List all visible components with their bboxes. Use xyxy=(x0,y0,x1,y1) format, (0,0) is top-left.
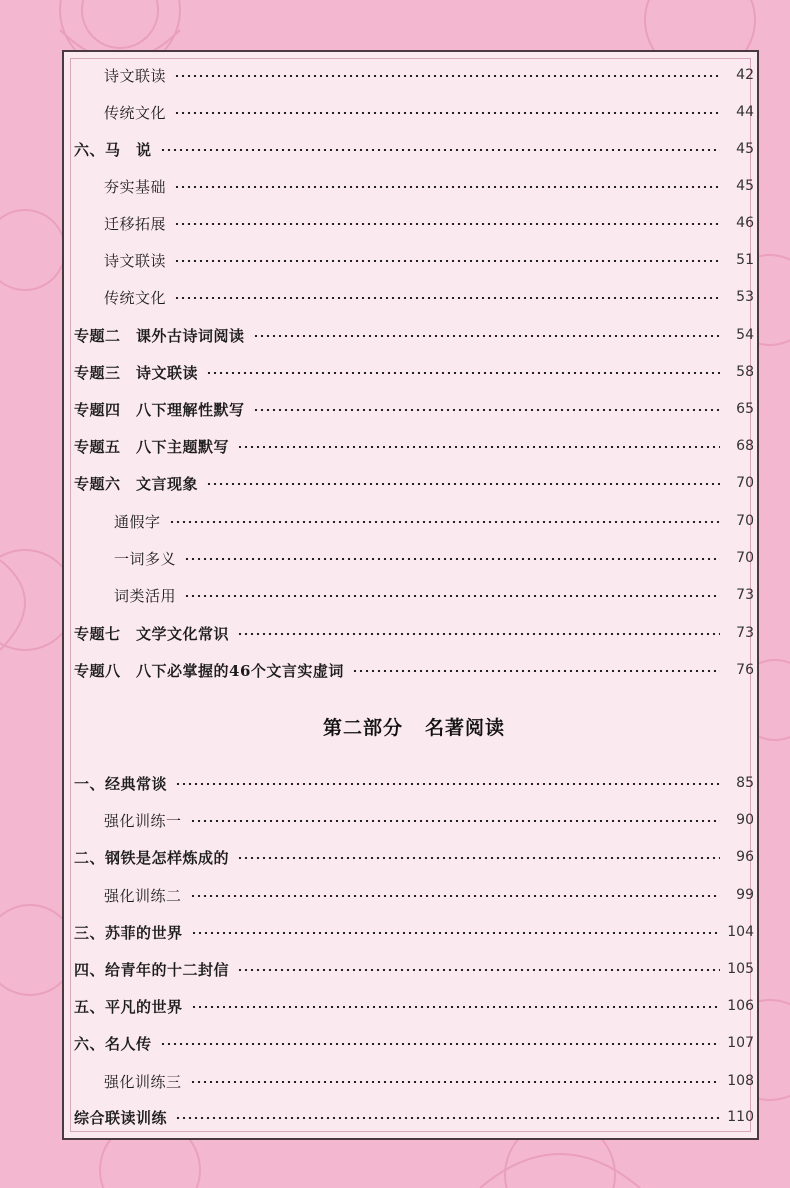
toc-entry-page-number: 46 xyxy=(736,215,754,231)
toc-entry-page-number: 54 xyxy=(736,327,754,343)
dot-leader xyxy=(184,558,720,560)
dot-leader xyxy=(191,1006,720,1008)
toc-entry-title: 四、给青年的十二封信 xyxy=(74,960,230,979)
toc-entry[interactable] xyxy=(74,1028,754,1058)
toc-entry-page-number: 73 xyxy=(736,587,754,603)
dot-leader xyxy=(184,595,720,597)
toc-entry-title: 诗文联读 xyxy=(104,66,167,85)
toc-entry-title: 专题七 文学文化常识 xyxy=(74,624,230,643)
toc-entry-title: 二、钢铁是怎样炼成的 xyxy=(74,848,230,867)
toc-entry-page-number: 53 xyxy=(736,289,754,305)
dot-leader xyxy=(174,186,720,188)
toc-entry[interactable] xyxy=(74,468,754,498)
toc-entry[interactable] xyxy=(74,208,754,238)
toc-entry-page-number: 45 xyxy=(736,178,754,194)
toc-entry[interactable] xyxy=(74,1102,754,1132)
part-two-heading xyxy=(74,713,754,740)
toc-entry[interactable] xyxy=(74,842,754,872)
dot-leader xyxy=(190,820,720,822)
toc-entry-title: 一、经典常谈 xyxy=(74,774,168,793)
part-two-number: 第二部分 xyxy=(322,717,403,739)
toc-entry[interactable] xyxy=(74,655,754,685)
toc-entry-page-number: 73 xyxy=(736,625,754,641)
toc-entry-page-number: 58 xyxy=(736,364,754,380)
dot-leader xyxy=(160,1043,720,1045)
toc-entry-title: 专题六 文言现象 xyxy=(74,474,199,493)
dot-leader xyxy=(175,783,720,785)
toc-entry-page-number: 99 xyxy=(736,887,754,903)
dot-leader xyxy=(174,112,720,114)
toc-entry-page-number: 107 xyxy=(727,1035,754,1051)
toc-entry[interactable] xyxy=(74,134,754,164)
toc-entry-title: 六、马 说 xyxy=(74,140,152,159)
toc-entry-title: 一词多义 xyxy=(114,549,177,568)
toc-entry-page-number: 44 xyxy=(736,104,754,120)
toc-entry-page-number: 70 xyxy=(736,550,754,566)
toc-entry[interactable] xyxy=(74,580,754,610)
toc-entry[interactable] xyxy=(74,880,754,910)
toc-entry-page-number: 65 xyxy=(736,401,754,417)
toc-entry-title: 三、苏菲的世界 xyxy=(74,923,183,942)
toc-entry[interactable] xyxy=(74,506,754,536)
toc-entry[interactable] xyxy=(74,282,754,312)
toc-entry-title: 夯实基础 xyxy=(104,177,167,196)
toc-entry-title: 强化训练一 xyxy=(104,811,182,830)
toc-entry-page-number: 104 xyxy=(727,924,754,940)
toc-entry-page-number: 51 xyxy=(736,252,754,268)
toc-entry[interactable] xyxy=(74,917,754,947)
toc-entry[interactable] xyxy=(74,543,754,573)
toc-entry-title: 专题四 八下理解性默写 xyxy=(74,400,245,419)
toc-entry[interactable] xyxy=(74,357,754,387)
toc-entry[interactable] xyxy=(74,97,754,127)
toc-entry[interactable] xyxy=(74,394,754,424)
toc-entry-page-number: 85 xyxy=(736,775,754,791)
dot-leader xyxy=(206,372,720,374)
toc-entry[interactable] xyxy=(74,320,754,350)
dot-leader xyxy=(175,1117,720,1119)
toc-entry-title: 综合联读训练 xyxy=(74,1108,168,1127)
toc-entry[interactable] xyxy=(74,991,754,1021)
dot-leader xyxy=(352,670,720,672)
dot-leader xyxy=(237,857,720,859)
toc-entry-page-number: 68 xyxy=(736,438,754,454)
toc-entry[interactable] xyxy=(74,245,754,275)
toc-entry-title: 诗文联读 xyxy=(104,251,167,270)
toc-entry-title: 通假字 xyxy=(114,512,161,531)
dot-leader xyxy=(160,149,720,151)
toc-entry-page-number: 96 xyxy=(736,849,754,865)
toc-entry[interactable] xyxy=(74,1066,754,1096)
toc-entry-title: 专题八 八下必掌握的46个文言实虚词 xyxy=(74,661,344,680)
toc-entry-title: 专题五 八下主题默写 xyxy=(74,437,230,456)
part-two-name: 名著阅读 xyxy=(425,717,506,739)
toc-entry-title: 专题三 诗文联读 xyxy=(74,363,199,382)
dot-leader xyxy=(237,969,720,971)
toc-entry-page-number: 70 xyxy=(736,475,754,491)
dot-leader xyxy=(174,223,720,225)
toc-entry-title: 专题二 课外古诗词阅读 xyxy=(74,326,245,345)
dot-leader xyxy=(190,1081,720,1083)
toc-entry-title: 六、名人传 xyxy=(74,1034,152,1053)
toc-entry-title: 五、平凡的世界 xyxy=(74,997,183,1016)
toc-entry-page-number: 106 xyxy=(727,998,754,1014)
dot-leader xyxy=(237,446,720,448)
dot-leader xyxy=(191,932,720,934)
dot-leader xyxy=(237,633,720,635)
toc-entry[interactable] xyxy=(74,954,754,984)
dot-leader xyxy=(174,297,720,299)
dot-leader xyxy=(206,483,720,485)
toc-entry-title: 强化训练三 xyxy=(104,1072,182,1091)
dot-leader xyxy=(253,335,720,337)
toc-entry-page-number: 110 xyxy=(727,1109,754,1125)
dot-leader xyxy=(174,75,720,77)
toc-entry[interactable] xyxy=(74,60,754,90)
toc-entry-page-number: 76 xyxy=(736,662,754,678)
toc-entry-page-number: 90 xyxy=(736,812,754,828)
dot-leader xyxy=(253,409,720,411)
toc-entry-page-number: 108 xyxy=(727,1073,754,1089)
toc-entry[interactable] xyxy=(74,805,754,835)
toc-entry-title: 强化训练二 xyxy=(104,886,182,905)
dot-leader xyxy=(190,895,720,897)
toc-entry[interactable] xyxy=(74,768,754,798)
toc-entry-page-number: 70 xyxy=(736,513,754,529)
toc-entry[interactable] xyxy=(74,431,754,461)
toc-entry[interactable] xyxy=(74,618,754,648)
toc-entry[interactable] xyxy=(74,171,754,201)
dot-leader xyxy=(174,260,720,262)
toc-entry-page-number: 105 xyxy=(727,961,754,977)
toc-entry-page-number: 45 xyxy=(736,141,754,157)
toc-entry-title: 迁移拓展 xyxy=(104,214,167,233)
toc-entry-title: 传统文化 xyxy=(104,288,167,307)
toc-entry-title: 词类活用 xyxy=(114,586,177,605)
toc-entry-page-number: 42 xyxy=(736,67,754,83)
toc-entry-title: 传统文化 xyxy=(104,103,167,122)
dot-leader xyxy=(169,521,720,523)
